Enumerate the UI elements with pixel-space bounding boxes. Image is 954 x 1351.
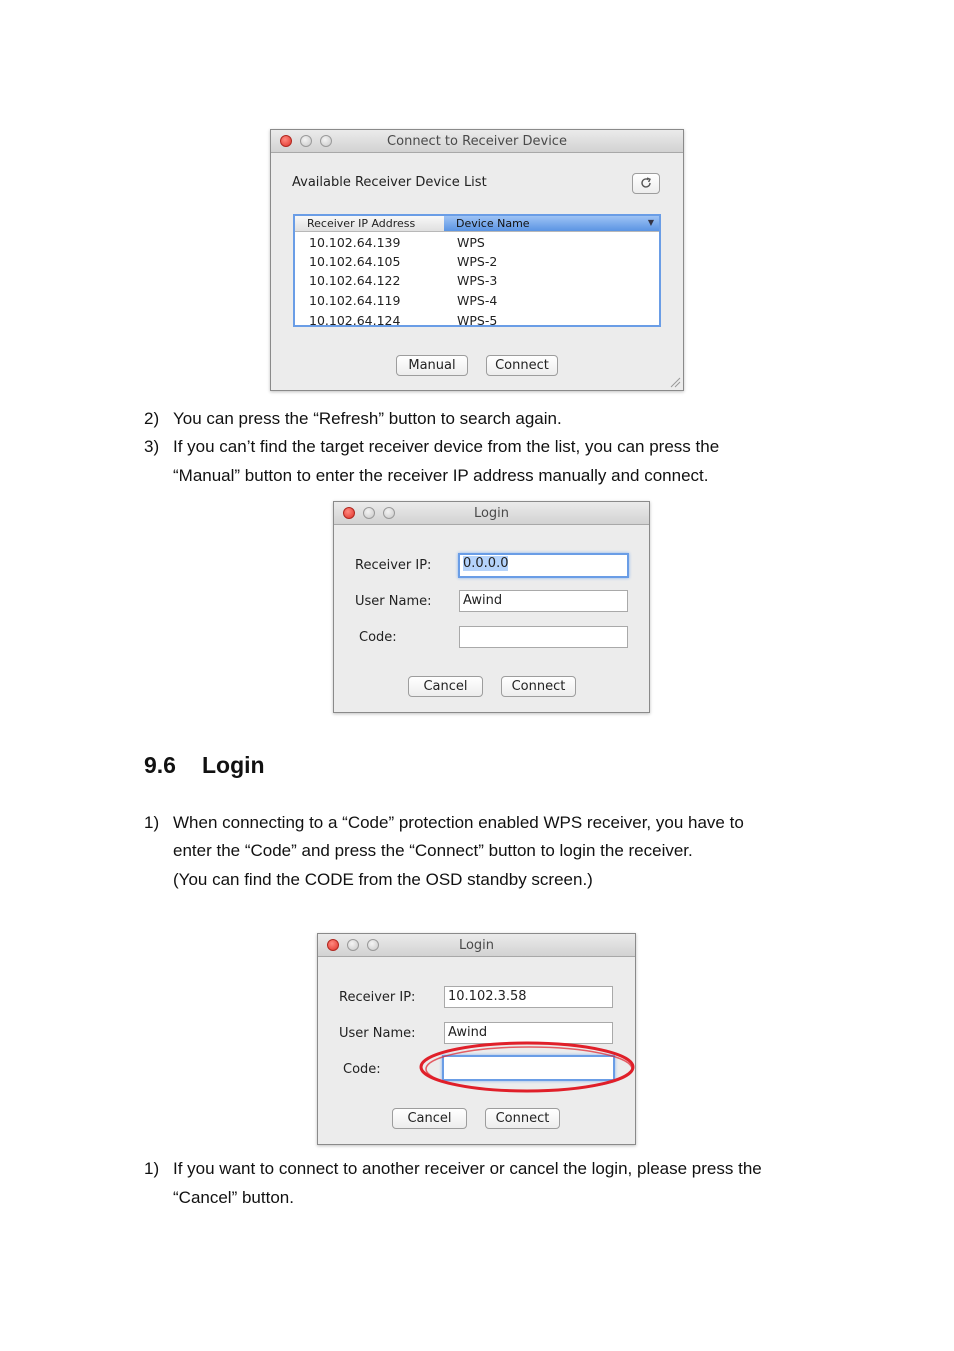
section-title: Login xyxy=(202,752,265,778)
list-item[interactable]: 10.102.64.119 WPS-4 xyxy=(309,293,498,308)
connect-button[interactable]: Connect xyxy=(486,355,558,376)
window-title: Login xyxy=(473,506,510,521)
list-item[interactable]: 10.102.64.124 WPS-5 xyxy=(309,313,498,327)
refresh-icon xyxy=(639,176,653,190)
user-name-input[interactable]: Awind xyxy=(459,590,628,612)
step-text: When connecting to a “Code” protection enabled WPS receiver, you have to xyxy=(173,813,744,832)
step-number: 1) xyxy=(144,813,160,832)
code-input[interactable] xyxy=(442,1055,615,1081)
receiver-ip-label: Receiver IP: xyxy=(339,990,416,1005)
user-name-label: User Name: xyxy=(339,1026,416,1041)
receiver-ip-label: Receiver IP: xyxy=(355,558,432,573)
receiver-ip-input[interactable]: 0.0.0.0 xyxy=(458,553,629,578)
connect-button[interactable]: Connect xyxy=(501,676,576,697)
sort-arrow-icon: ▼ xyxy=(647,218,654,227)
connect-dialog-titlebar xyxy=(271,130,683,153)
connect-dialog xyxy=(270,129,684,391)
step-text: “Manual” button to enter the receiver IP address manually and connect. xyxy=(173,466,709,485)
step-text: If you can’t find the target receiver device from the list, you can press the xyxy=(173,437,720,456)
login-dialog-manual xyxy=(333,501,650,713)
cancel-button[interactable]: Cancel xyxy=(408,676,483,697)
step-number: 1) xyxy=(144,1159,160,1178)
step-text: “Cancel” button. xyxy=(173,1188,294,1207)
cancel-button[interactable]: Cancel xyxy=(392,1108,467,1129)
section-number: 9.6 xyxy=(144,752,176,778)
receiver-list[interactable] xyxy=(293,214,661,327)
window-title: Login xyxy=(458,938,495,953)
list-item[interactable]: 10.102.64.139 WPS xyxy=(309,235,485,250)
step-text: You can press the “Refresh” button to search again. xyxy=(173,409,562,428)
step-text: enter the “Code” and press the “Connect” button to login the receiver. xyxy=(173,841,693,860)
code-label: Code: xyxy=(359,630,397,645)
receiver-ip-input[interactable]: 10.102.3.58 xyxy=(444,986,613,1008)
user-name-input[interactable]: Awind xyxy=(444,1022,613,1044)
login-dialog-titlebar xyxy=(318,934,635,957)
list-title: Available Receiver Device List xyxy=(292,175,487,190)
step-text: (You can find the CODE from the OSD standby screen.) xyxy=(173,870,593,889)
user-name-label: User Name: xyxy=(355,594,432,609)
code-input[interactable] xyxy=(459,626,628,648)
column-receiver-ip[interactable]: Receiver IP Address xyxy=(307,217,416,230)
list-item[interactable]: 10.102.64.122 WPS-3 xyxy=(309,273,498,288)
window-title: Connect to Receiver Device xyxy=(387,134,567,149)
list-item[interactable]: 10.102.64.105 WPS-2 xyxy=(309,254,498,269)
refresh-button[interactable] xyxy=(632,173,660,194)
connect-button[interactable]: Connect xyxy=(485,1108,560,1129)
list-header xyxy=(295,216,659,232)
step-number: 2) xyxy=(144,409,160,428)
resize-grip-icon[interactable] xyxy=(669,376,681,388)
column-device-name[interactable]: Device Name xyxy=(444,216,661,231)
manual-button[interactable]: Manual xyxy=(396,355,468,376)
step-number: 3) xyxy=(144,437,160,456)
login-dialog-titlebar xyxy=(334,502,649,525)
login-dialog-code xyxy=(317,933,636,1145)
code-label: Code: xyxy=(343,1062,381,1077)
step-text: If you want to connect to another receiver or cancel the login, please press the xyxy=(173,1159,762,1178)
